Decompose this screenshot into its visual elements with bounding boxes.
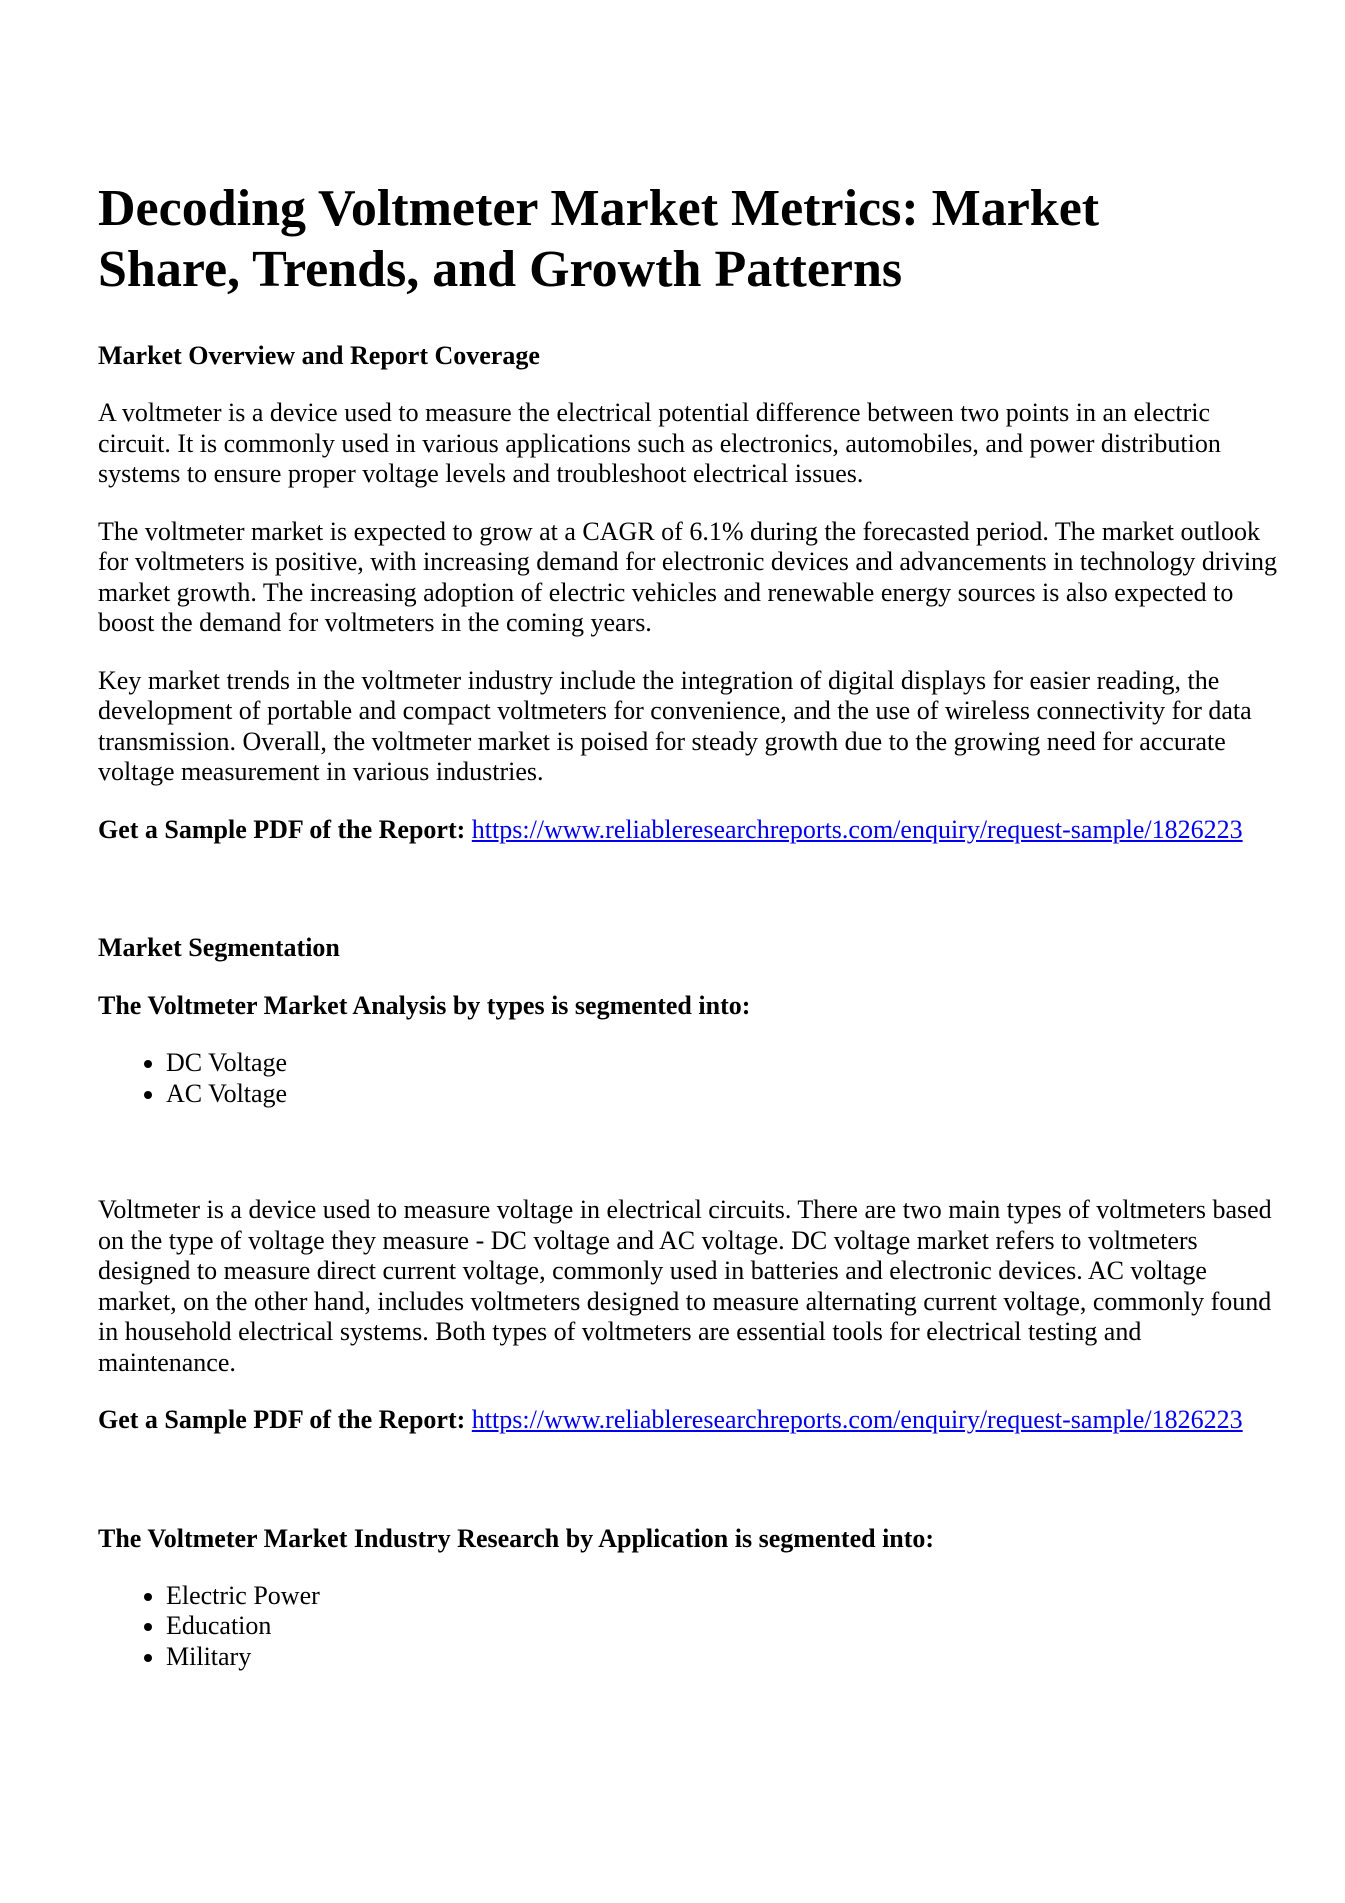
spacer bbox=[98, 1109, 1278, 1195]
sample-pdf-link[interactable]: https://www.reliableresearchreports.com/enquiry/request-sample/1826223 bbox=[471, 1405, 1243, 1434]
segmentation-heading: Market Segmentation bbox=[98, 933, 340, 962]
spacer bbox=[98, 872, 1278, 932]
overview-paragraph-1: A voltmeter is a device used to measure the electrical potential difference between two points in an electric circuit. It is commonly used in various applications such as electronics, automobiles, and power distribution systems to ensure proper voltage levels and troubleshoot electrical issues. bbox=[98, 398, 1221, 488]
list-item: • Military bbox=[166, 1642, 1278, 1673]
list-item: • Education bbox=[166, 1611, 1278, 1642]
sample-pdf-label: Get a Sample PDF of the Report: bbox=[98, 814, 466, 844]
overview-heading: Market Overview and Report Coverage bbox=[98, 341, 540, 370]
list-item: • AC Voltage bbox=[166, 1079, 1278, 1110]
document-page bbox=[98, 178, 1278, 1672]
types-paragraph: Voltmeter is a device used to measure voltage in electrical circuits. There are two main types of voltmeters based on the type of voltage they measure - DC voltage and AC voltage. DC voltage market refers to voltmeters designed to measure direct current voltage, commonly used in batteries and electronic devices. AC voltage market, on the other hand, includes voltmeters designed to measure alternating current voltage, commonly found in household electrical systems. Both types of voltmeters are essential tools for electrical testing and maintenance. bbox=[98, 1195, 1272, 1377]
spacer bbox=[98, 1463, 1278, 1523]
sample-pdf-link[interactable]: https://www.reliableresearchreports.com/enquiry/request-sample/1826223 bbox=[471, 814, 1243, 844]
sample-pdf-label: Get a Sample PDF of the Report: bbox=[98, 1405, 466, 1434]
list-item: • DC Voltage bbox=[166, 1048, 1278, 1079]
types-heading: The Voltmeter Market Analysis by types is segmented into: bbox=[98, 991, 751, 1020]
application-heading: The Voltmeter Market Industry Research by Application is segmented into: bbox=[98, 1523, 935, 1553]
page-title: Decoding Voltmeter Market Metrics: Market Share, Trends, and Growth Patterns bbox=[98, 180, 1100, 298]
types-list bbox=[98, 1048, 1278, 1109]
applications-list bbox=[98, 1581, 1278, 1673]
list-item: • Electric Power bbox=[166, 1581, 1278, 1612]
overview-paragraph-2: The voltmeter market is expected to grow at a CAGR of 6.1% during the forecasted period. The market outlook for voltmeters is positive, with increasing demand for electronic devices and advancements in technology driving market growth. The increasing adoption of electric vehicles and renewable energy sources is also expected to boost the demand for voltmeters in the coming years. bbox=[98, 516, 1278, 637]
overview-paragraph-3: Key market trends in the voltmeter industry include the integration of digital displays for easier reading, the development of portable and compact voltmeters for convenience, and the use of wireless connectivity for data transmission. Overall, the voltmeter market is poised for steady growth due to the growing need for accurate voltage measurement in various industries. bbox=[98, 665, 1252, 786]
sample-pdf-line-1 bbox=[98, 815, 1278, 846]
sample-pdf-line-2 bbox=[98, 1405, 1278, 1436]
